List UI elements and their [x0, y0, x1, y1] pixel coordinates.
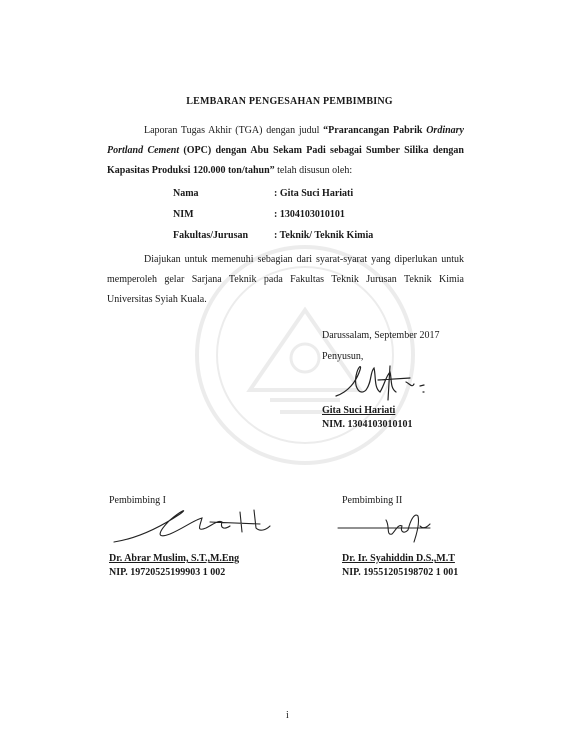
- author-name: Gita Suci Hariati: [322, 405, 396, 416]
- author-signature: [330, 362, 440, 408]
- student-label: NIM: [173, 209, 194, 220]
- supervisor-2-nip: NIP. 19551205198702 1 001: [342, 567, 459, 578]
- purpose-first-line: Diajukan untuk memenuhi sebagian dari syarat-syarat yang diperlukan: [144, 254, 438, 265]
- intro-prefix: Laporan Tugas Akhir (TGA) dengan judul: [144, 125, 324, 136]
- supervisor-1-signature: [110, 502, 285, 552]
- student-label: Nama: [173, 188, 199, 199]
- supervisor-1-role: Pembimbing I: [109, 495, 166, 506]
- supervisor-2-role: Pembimbing II: [342, 495, 403, 506]
- student-value: : 1304103010101: [274, 209, 345, 220]
- report-title-italic: Ordinary Portland Cement: [107, 125, 464, 156]
- intro-paragraph: [107, 121, 464, 181]
- author-role: Penyusun,: [322, 351, 364, 362]
- author-nim: NIM. 1304103010101: [322, 419, 413, 430]
- place-date: Darussalam, September 2017: [322, 330, 440, 341]
- supervisor-2-name: Dr. Ir. Syahiddin D.S.,M.T: [342, 553, 455, 564]
- supervisor-2-signature: [334, 506, 444, 550]
- report-title-open: “Prarancangan Pabrik: [323, 125, 427, 136]
- page-number: i: [286, 710, 289, 721]
- purpose-paragraph: [107, 250, 464, 310]
- page-title: LEMBARAN PENGESAHAN PEMBIMBING: [186, 96, 393, 107]
- student-label: Fakultas/Jurusan: [173, 230, 249, 241]
- supervisor-1-nip: NIP. 19720525199903 1 002: [109, 567, 226, 578]
- supervisor-1-name: Dr. Abrar Muslim, S.T.,M.Eng: [109, 553, 240, 564]
- student-value: : Gita Suci Hariati: [274, 188, 354, 199]
- report-title-rest: (OPC) dengan Abu Sekam Padi sebagai Sumber Silika dengan Kapasitas Produksi 120.000 ton/tahun”: [107, 145, 464, 176]
- intro-suffix: telah disusun oleh:: [274, 165, 353, 176]
- purpose-rest: untuk memperoleh gelar Sarjana Teknik pada Fakultas Teknik Jurusan Teknik Kimia Universitas Syiah Kuala.: [107, 254, 464, 305]
- student-value: : Teknik/ Teknik Kimia: [274, 230, 374, 241]
